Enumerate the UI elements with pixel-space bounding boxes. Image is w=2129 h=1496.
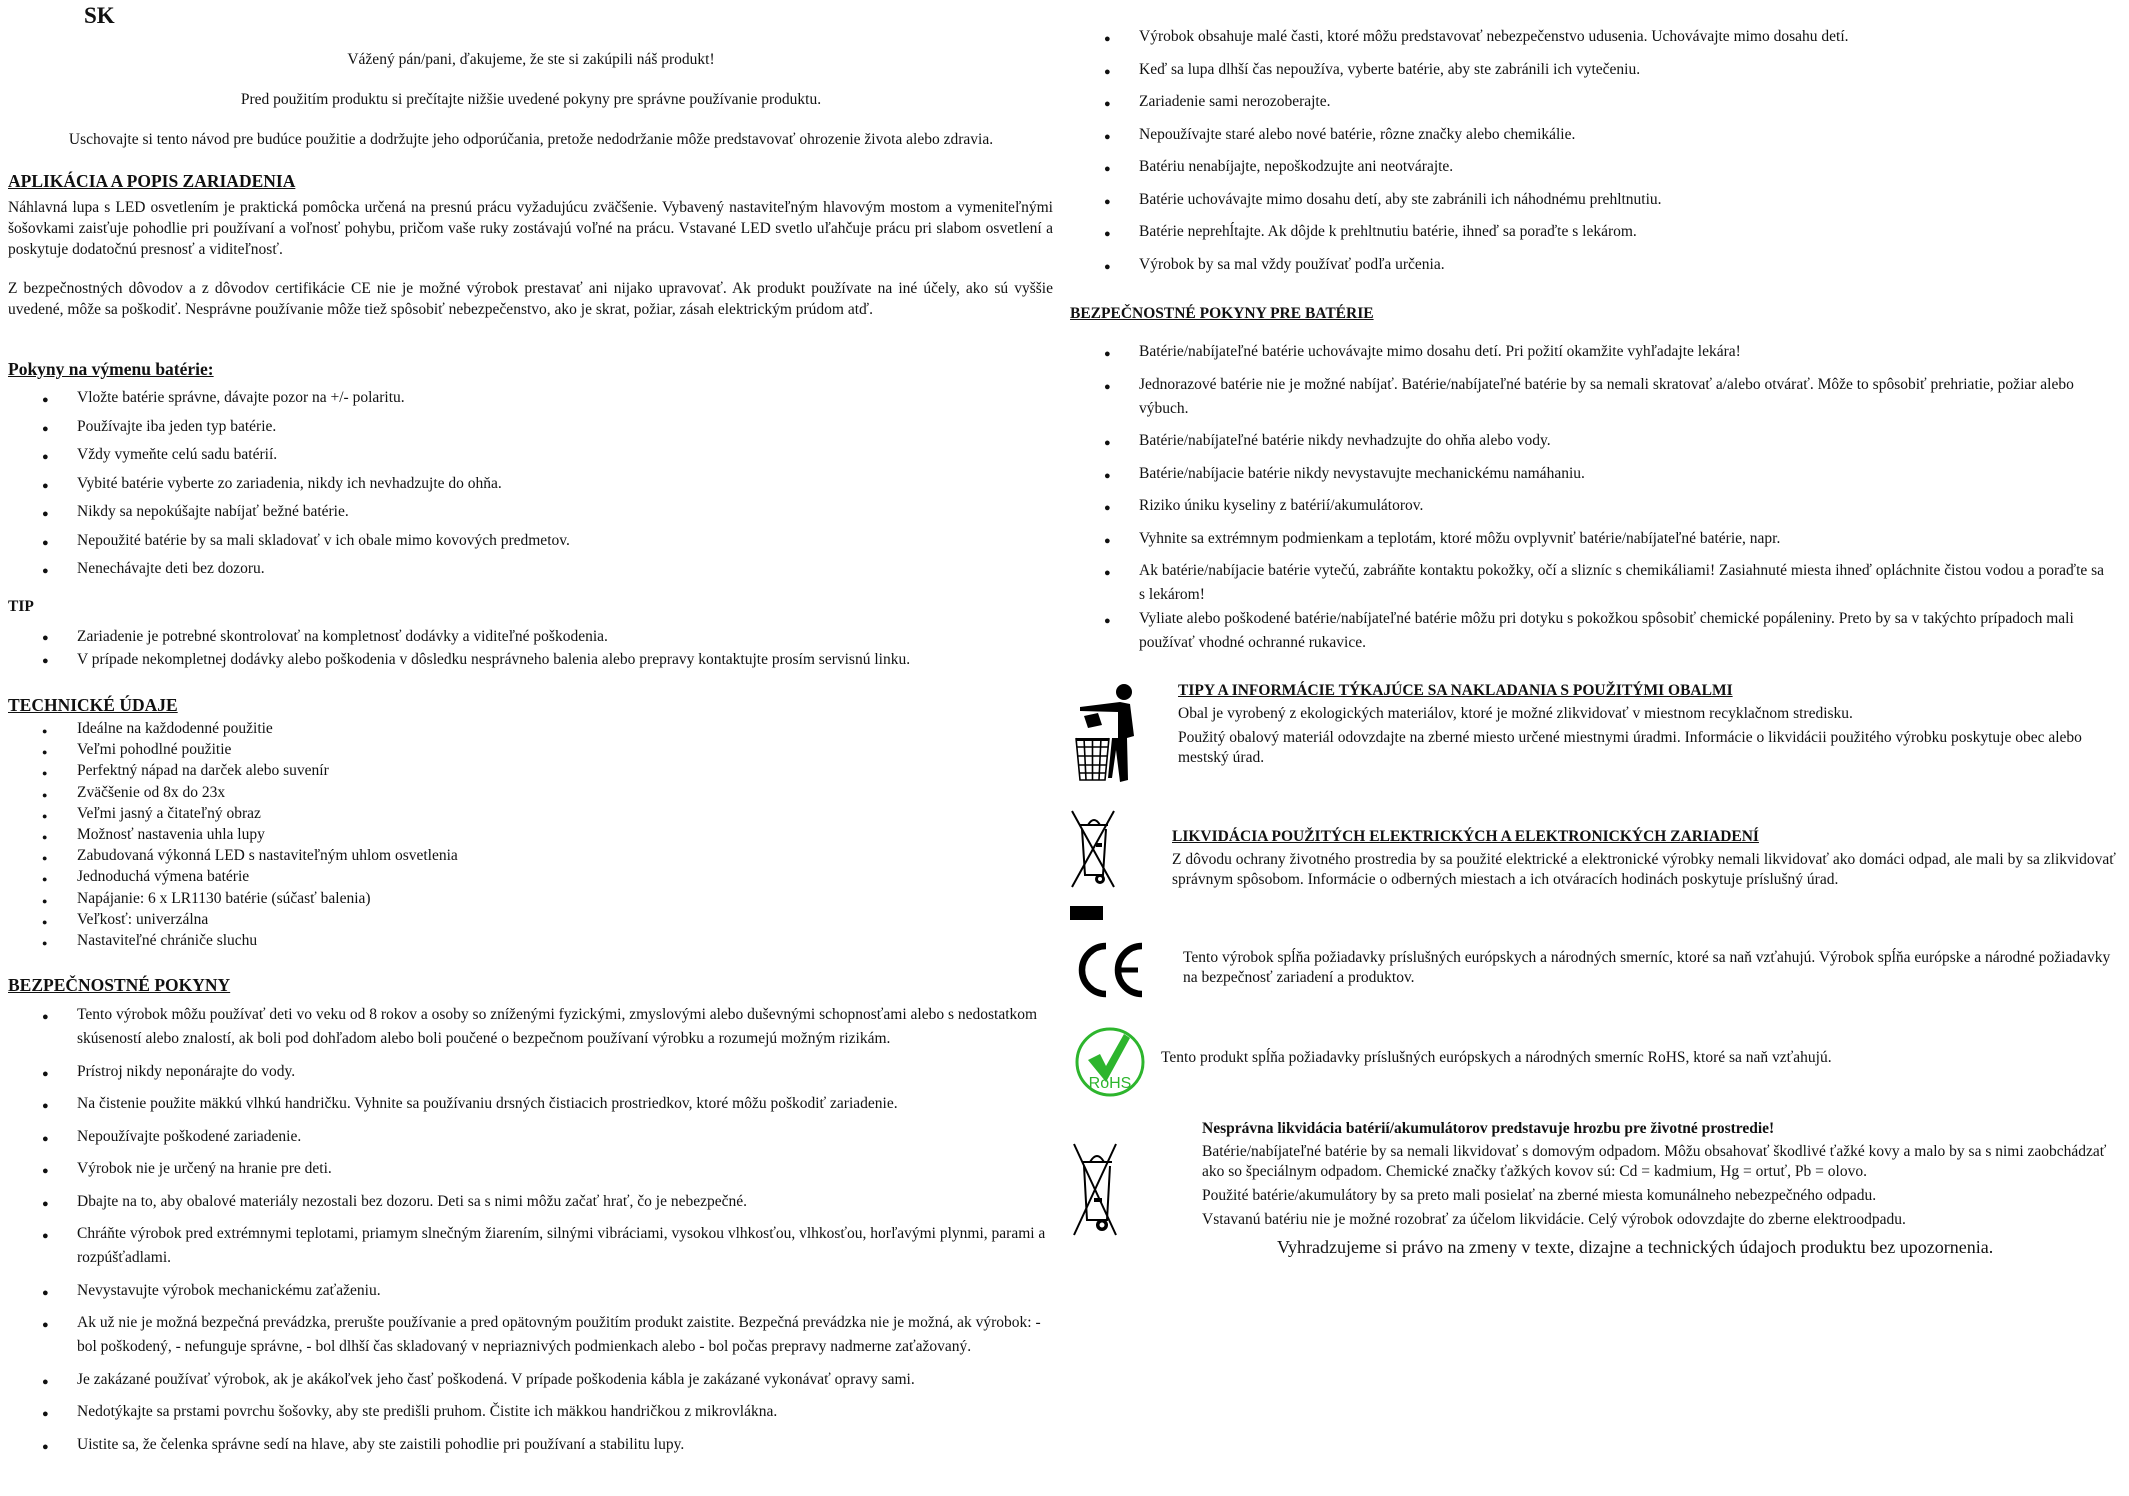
list-item: ● Ak batérie/nabíjacie batérie vytečú, zabráňte kontaktu pokožky, očí a slizníc s chemikáliami! Zasiahnuté miesta ihneď opláchnite čistou vodou a poraďte sa s lekárom! xyxy=(1070,559,2110,607)
list-item: ● Ideálne na každodenné použitie xyxy=(8,718,1054,739)
rohs-check-icon xyxy=(1074,1026,1146,1098)
tidyman-recycle-icon xyxy=(1072,680,1142,790)
battery-safety-list xyxy=(1070,340,2110,664)
battery-disposal-line-3: Vstavanú batériu nie je možné rozobrať za účelom likvidácie. Celý výrobok odovzdajte do zberne elektroodpadu. xyxy=(1202,1211,1906,1228)
list-item: ● Batérie/nabíjateľné batérie nikdy nevhadzujte do ohňa alebo vody. xyxy=(1070,429,2110,453)
weee-heading: LIKVIDÁCIA POUŽITÝCH ELEKTRICKÝCH A ELEKTRONICKÝCH ZARIADENÍ xyxy=(1172,828,1759,845)
list-item: ● Dbajte na to, aby obalové materiály nezostali bez dozoru. Deti sa s nimi môžu začať hrať, čo je nebezpečné. xyxy=(8,1190,1048,1214)
application-heading: APLIKÁCIA A POPIS ZARIADENIA xyxy=(8,171,296,191)
battery-disposal-line-2: Použité batérie/akumulátory by sa preto mali posielať na zberné miesta komunálneho nebezpečného odpadu. xyxy=(1202,1187,1877,1204)
tip-list xyxy=(8,626,1054,670)
list-item: ● Zväčšenie od 8x do 23x xyxy=(8,782,1054,803)
list-item: ● Keď sa lupa dlhší čas nepoužíva, vyberte batérie, aby ste zabránili ich vytečeniu. xyxy=(1070,58,2110,82)
rohs-section xyxy=(1161,1048,2121,1068)
tip-heading: TIP xyxy=(8,598,34,615)
list-item: ● Jednorazové batérie nie je možné nabíjať. Batérie/nabíjateľné batérie by sa nemali skratovať a/alebo otvárať. Môže to spôsobiť prehriatie, požiar alebo výbuch. xyxy=(1070,373,2110,421)
list-item: ● Nevystavujte výrobok mechanickému zaťaženiu. xyxy=(8,1279,1048,1303)
list-item: ● Riziko úniku kyseliny z batérií/akumulátorov. xyxy=(1070,494,2110,518)
list-item: ● Uistite sa, že čelenka správne sedí na hlave, aby ste zaistili pohodlie pri používaní a stabilitu lupy. xyxy=(8,1433,1048,1457)
language-code: SK xyxy=(84,3,115,28)
disclaimer: Vyhradzujeme si právo na zmeny v texte, dizajne a technických údajoch produktu bez upozornenia. xyxy=(1277,1237,1994,1257)
crossed-bin-icon xyxy=(1070,807,1120,927)
battery-safety-heading: BEZPEČNOSTNÉ POKYNY PRE BATÉRIE xyxy=(1070,305,1374,322)
safety-list-continued xyxy=(1070,25,2110,285)
list-item: ● Výrobok by sa mal vždy používať podľa určenia. xyxy=(1070,253,2110,277)
ce-text: Tento výrobok spĺňa požiadavky príslušných európskych a národných smerníc, ktoré sa naň vzťahujú. Výrobok spĺňa európske a národné požiadavky na bezpečnosť zariadení a produktov. xyxy=(1183,949,2111,986)
list-item: ● Batérie neprehĺtajte. Ak dôjde k prehltnutiu batérie, ihneď sa poraďte s lekárom. xyxy=(1070,220,2110,244)
rohs-text: Tento produkt spĺňa požiadavky príslušných európskych a národných smerníc RoHS, ktoré sa naň vzťahujú. xyxy=(1161,1049,1832,1066)
battery-replacement-heading: Pokyny na výmenu batérie: xyxy=(8,359,214,379)
ce-section xyxy=(1183,948,2123,988)
safety-heading: BEZPEČNOSTNÉ POKYNY xyxy=(8,975,231,995)
technical-list xyxy=(8,718,1054,951)
packaging-line-2: Použitý obalový materiál odovzdajte na zberné miesto určené miestnymi úradmi. Informácie o likvidácii použitého výrobku poskytuje obec alebo mestský úrad. xyxy=(1178,729,2082,766)
list-item: ● Vybité batérie vyberte zo zariadenia, nikdy ich nevhadzujte do ohňa. xyxy=(8,472,1054,496)
list-item: ● Nedotýkajte sa prstami povrchu šošovky, aby ste predišli pruhom. Čistite ich mäkkou handričkou z mikrovlákna. xyxy=(8,1400,1048,1424)
list-item: ● Veľmi pohodlné použitie xyxy=(8,739,1054,760)
read-first-note: Pred použitím produktu si prečítajte nižšie uvedené pokyny pre správne používanie produktu. xyxy=(240,91,822,108)
list-item: ● Vložte batérie správne, dávajte pozor na +/- polaritu. xyxy=(8,386,1054,410)
list-item: ● Nepoužívajte poškodené zariadenie. xyxy=(8,1125,1048,1149)
list-item: ● V prípade nekompletnej dodávky alebo poškodenia v dôsledku nesprávneho balenia alebo prepravy kontaktujte prosím servisnú linku. xyxy=(8,649,1054,670)
list-item: ● Zabudovaná výkonná LED s nastaviteľným uhlom osvetlenia xyxy=(8,845,1054,866)
list-item: ● Nastaviteľné chrániče sluchu xyxy=(8,930,1054,951)
list-item: ● Vyliate alebo poškodené batérie/nabíjateľné batérie môžu pri dotyku s pokožkou spôsobiť chemické popáleniny. Preto by sa v takýchto prípadoch mali používať vhodné ochranné rukavice. xyxy=(1070,607,2110,655)
battery-disposal-section xyxy=(1202,1120,2122,1230)
weee-text: Z dôvodu ochrany životného prostredia by sa použité elektrické a elektronické výrobky nemali likvidovať ako domáci odpad, ale mali by sa zlikvidovať správnym spôsobom. Informácie o odberných miestach a ich otváracích hodinách poskytuje príslušný úrad. xyxy=(1172,851,2116,888)
list-item: ● Nenechávajte deti bez dozoru. xyxy=(8,557,1054,581)
rohs-label: RoHS xyxy=(1088,1075,1132,1092)
list-item: ● Veľkosť: univerzálna xyxy=(8,909,1054,930)
packaging-section xyxy=(1178,682,2128,768)
list-item: ● Ak už nie je možná bezpečná prevádzka, prerušte používanie a pred opätovným použitím produkt zaistite. Bezpečná prevádzka nie je možná, ak výrobok: - bol poškodený, - nefunguje správne, - bol dlhší čas skladovaný v nepriaznivých podmienkach alebo - bol počas prepravy nadmerne zaťažovaný. xyxy=(8,1311,1048,1359)
list-item: ● Vyhnite sa extrémnym podmienkam a teplotám, ktoré môžu ovplyvniť batérie/nabíjateľné batérie, napr. xyxy=(1070,527,2110,551)
battery-replacement-list xyxy=(8,386,1054,586)
list-item: ● Nikdy sa nepokúšajte nabíjať bežné batérie. xyxy=(8,500,1054,524)
packaging-line-1: Obal je vyrobený z ekologických materiálov, ktoré je možné zlikvidovať v miestnom recyklačnom stredisku. xyxy=(1178,705,1853,722)
list-item: ● Napájanie: 6 x LR1130 batérie (súčasť balenia) xyxy=(8,888,1054,909)
greeting: Vážený pán/pani, ďakujeme, že ste si zakúpili náš produkt! xyxy=(347,51,715,68)
list-item: ● Batérie uchovávajte mimo dosahu detí, aby ste zabránili ich náhodnému prehltnutiu. xyxy=(1070,188,2110,212)
list-item: ● Nepoužívajte staré alebo nové batérie, rôzne značky alebo chemikálie. xyxy=(1070,123,2110,147)
list-item: ● Používajte iba jeden typ batérie. xyxy=(8,415,1054,439)
safety-list xyxy=(8,1003,1048,1465)
list-item: ● Prístroj nikdy neponárajte do vody. xyxy=(8,1060,1048,1084)
technical-heading: TECHNICKÉ ÚDAJE xyxy=(8,695,178,715)
keep-manual-note: Uschovajte si tento návod pre budúce použitie a dodržujte jeho odporúčania, pretože nedodržanie môže predstavovať ohrozenie života alebo zdravia. xyxy=(68,131,994,148)
application-paragraph-2: Z bezpečnostných dôvodov a z dôvodov certifikácie CE nie je možné výrobok prestavať ani nijako upravovať. Ak produkt používate na iné účely, ako sú vyššie uvedené, môže sa poškodiť. Nesprávne používanie môže tiež spôsobiť nebezpečenstvo, ako je skrat, požiar, zásah elektrickým prúdom atď. xyxy=(8,280,1053,318)
list-item: ● Tento výrobok môžu používať deti vo veku od 8 rokov a osoby so zníženými fyzickými, zmyslovými alebo duševnými schopnosťami alebo s nedostatkom skúseností alebo znalostí, ak boli pod dohľadom alebo boli poučené o bezpečnom používaní výrobku a rozumejú možným rizikám. xyxy=(8,1003,1048,1051)
crossed-bin-icon xyxy=(1072,1140,1132,1260)
list-item: ● Batériu nenabíjajte, nepoškodzujte ani neotvárajte. xyxy=(1070,155,2110,179)
list-item: ● Jednoduchá výmena batérie xyxy=(8,866,1054,887)
list-item: ● Perfektný nápad na darček alebo suvenír xyxy=(8,760,1054,781)
list-item: ● Nepoužité batérie by sa mali skladovať v ich obale mimo kovových predmetov. xyxy=(8,529,1054,553)
list-item: ● Vždy vymeňte celú sadu batérií. xyxy=(8,443,1054,467)
list-item: ● Veľmi jasný a čitateľný obraz xyxy=(8,803,1054,824)
ce-mark-icon xyxy=(1076,940,1156,1000)
list-item: ● Chráňte výrobok pred extrémnymi teplotami, priamym slnečným žiarením, silnými vibráciami, vysokou vlhkosťou, vlhkosťou, horľavými plynmi, parami a rozpúšťadlami. xyxy=(8,1222,1048,1270)
application-paragraph-1: Náhlavná lupa s LED osvetlením je praktická pomôcka určená na presnú prácu vyžadujúcu zväčšenie. Vybavený nastaviteľným hlavovým mostom a vymeniteľnými šošovkami zaisťuje pohodlie pri používaní a voľnosť pohybu, pričom vaše ruky zostávajú voľné na prácu. Vstavané LED svetlo uľahčuje prácu pri slabom osvetlení a poskytuje dodatočnú presnosť a viditeľnosť. xyxy=(8,199,1053,258)
list-item: ● Je zakázané používať výrobok, ak je akákoľvek jeho časť poškodená. V prípade poškodenia kábla je zakázané vykonávať opravy sami. xyxy=(8,1368,1048,1392)
battery-disposal-line-1: Batérie/nabíjateľné batérie by sa nemali likvidovať s domovým odpadom. Môžu obsahovať škodlivé ťažké kovy a malo by sa s nimi zaobchádzať ako so špeciálnym odpadom. Chemické značky ťažkých kovov sú: Cd = kadmium, Hg = ortuť, Pb = olovo. xyxy=(1202,1143,2107,1180)
weee-section xyxy=(1172,828,2127,890)
list-item: ● Možnosť nastavenia uhla lupy xyxy=(8,824,1054,845)
list-item: ● Batérie/nabíjateľné batérie uchovávajte mimo dosahu detí. Pri požití okamžite vyhľadajte lekára! xyxy=(1070,340,2110,364)
packaging-heading: TIPY A INFORMÁCIE TÝKAJÚCE SA NAKLADANIA S POUŽITÝMI OBALMI xyxy=(1178,682,1733,699)
list-item: ● Zariadenie sami nerozoberajte. xyxy=(1070,90,2110,114)
list-item: ● Batérie/nabíjacie batérie nikdy nevystavujte mechanickému namáhaniu. xyxy=(1070,462,2110,486)
list-item: ● Výrobok nie je určený na hranie pre deti. xyxy=(8,1157,1048,1181)
battery-disposal-heading: Nesprávna likvidácia batérií/akumulátorov predstavuje hrozbu pre životné prostredie! xyxy=(1202,1120,1775,1137)
list-item: ● Výrobok obsahuje malé časti, ktoré môžu predstavovať nebezpečenstvo udusenia. Uchovávajte mimo dosahu detí. xyxy=(1070,25,2110,49)
list-item: ● Zariadenie je potrebné skontrolovať na kompletnosť dodávky a viditeľné poškodenia. xyxy=(8,626,1054,647)
list-item: ● Na čistenie použite mäkkú vlhkú handričku. Vyhnite sa používaniu drsných čistiacich prostriedkov, ktoré môžu poškodiť zariadenie. xyxy=(8,1092,1048,1116)
